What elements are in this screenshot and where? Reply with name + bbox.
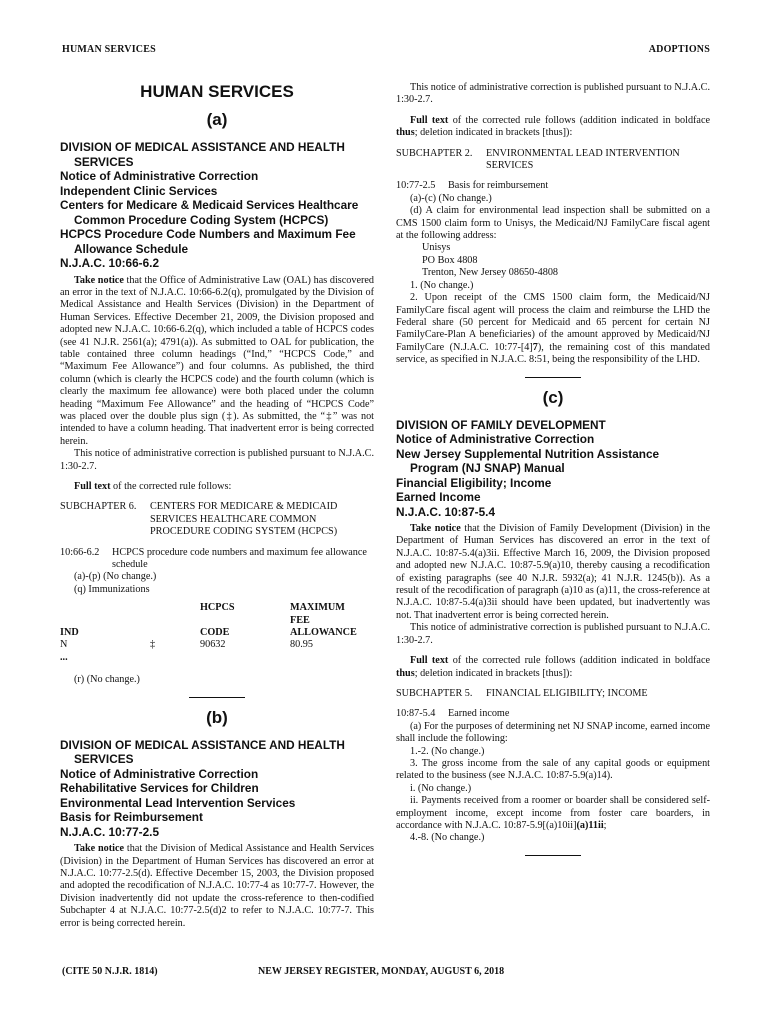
citation: N.J.A.C. 10:77-2.5 bbox=[60, 824, 160, 839]
subject-line: Basis for Reimbursement bbox=[60, 810, 203, 825]
subject-line: New Jersey Supplemental Nutrition Assistance Program (NJ SNAP) Manual bbox=[396, 446, 660, 476]
published-paragraph: This notice of administrative correction is published pursuant to N.J.A.C. 1:30-2.7. bbox=[396, 622, 710, 646]
section-heading: 10:87-5.4 Earned income bbox=[396, 708, 510, 720]
take-notice-paragraph: Take notice that the Division of Family Development (Division) in the Department of Human Services has discovered an error in the text of N.J.A.C. 10:87-5.4(a)3ii. Effective March 16, 2009, the Division proposed and adopted new N.J.A.C. 10:87-5.9(a)10, thereby causing a recodification of existing paragraphs (see 40 N.J.R. 5932(a); 41 N.J.R. 1245(b)). As a result of the recodification of paragraph (a)10 as (a)11, the cross-reference at N.J.A.C. 10:87-5.4(a)3ii should have been updated, but inadvertently was not. That inadvertent error is being corrected herein. bbox=[396, 523, 710, 621]
subject-line: Earned Income bbox=[396, 490, 481, 505]
rule-item: 3. The gross income from the sale of any capital goods or equipment related to the business (see N.J.A.C. 10:87-5.9(a)14). bbox=[396, 757, 710, 782]
take-notice-paragraph: Take notice that the Office of Administrative Law (OAL) has discovered an error in the text of N.J.A.C. 10:66-6.2(q), promulgated by the Division of Medical Assistance and Health Services (Division) in the Department of Human Services. Effective December 21, 2009, the Division proposed and adopted new N.J.A.C. 10:66-6.2(q), which included a table of HCPCS codes (see 41 N.J.R. 2561(a); 4791(a)). As submitted to OAL for publication, the table contained three column headings (“Ind,” “HCPCS Code,” and “Maximum Fee Allowance”) and four columns. As published, the third column (which is clearly the HCPCS code) and the fourth column (which is clearly the maximum fee allowance) were both placed under the column heading “Maximum Fee Allowance” and the heading of “HCPCS Code” was placed over the double plus sign (‡). As submitted, the “‡” was not intended to have a column heading. That inadvertent error is being corrected herein. bbox=[60, 274, 375, 447]
subject-line: Environmental Lead Intervention Services bbox=[60, 795, 296, 810]
section-heading: 10:66-6.2 HCPCS procedure code numbers and maximum fee allowance schedule bbox=[60, 546, 367, 571]
rule-item: (r) (No change.) bbox=[74, 674, 140, 686]
section-letter-a: (a) bbox=[206, 110, 228, 129]
published-paragraph: This notice of administrative correction is published pursuant to N.J.A.C. 1:30-2.7. bbox=[396, 82, 710, 106]
rule-item: ii. Payments received from a roomer or boarder shall be considered self-employment income, except income from foster care boarders, in accordance with N.J.A.C. 10:87-5.9[(a)10ii](a)11ii; bbox=[396, 795, 710, 831]
subchapter-heading: SUBCHAPTER 5. FINANCIAL ELIGIBILITY; INCOME bbox=[396, 687, 648, 699]
section-divider bbox=[525, 377, 581, 378]
fee-table: HCPCS MAXIMUM FEE IND CODE ALLOWANCE N ‡ 90632 80.95 ... bbox=[60, 602, 360, 664]
right-column bbox=[396, 82, 710, 866]
col-header-ind: IND bbox=[60, 627, 79, 639]
rule-item: (a)-(c) (No change.) bbox=[410, 192, 492, 204]
subject-line: Independent Clinic Services bbox=[60, 183, 218, 198]
subchapter-heading: SUBCHAPTER 2. ENVIRONMENTAL LEAD INTERVENTION SERVICES bbox=[396, 147, 680, 172]
notice-type: Notice of Administrative Correction bbox=[396, 432, 595, 447]
section-letter-c: (c) bbox=[542, 387, 564, 407]
citation: N.J.A.C. 10:66-6.2 bbox=[60, 256, 160, 270]
full-text-paragraph: Full text of the corrected rule follows (addition indicated in boldface thus; deletion indicated in brackets [thus]): bbox=[396, 655, 710, 679]
rule-item: i. (No change.) bbox=[410, 782, 472, 794]
rule-item: 1.-2. (No change.) bbox=[410, 745, 485, 757]
rule-item: (q) Immunizations bbox=[74, 583, 150, 595]
left-column bbox=[60, 78, 374, 930]
section-divider bbox=[189, 697, 245, 698]
division-heading: DIVISION OF MEDICAL ASSISTANCE AND HEALTH SERVICES bbox=[60, 140, 345, 169]
rule-item: (a)-(p) (No change.) bbox=[74, 571, 157, 583]
rule-item: (d) A claim for environmental lead inspection shall be submitted on a CMS 1500 claim form to Unisys, the Medicaid/NJ FamilyCare fiscal agent at the following address: bbox=[396, 205, 710, 242]
subject-line: Financial Eligibility; Income bbox=[396, 475, 552, 490]
take-notice-lead: Take notice bbox=[74, 274, 124, 286]
take-notice-paragraph: Take notice that the Division of Medical Assistance and Health Services (Division) in the Department of Human Services has discovered an error at N.J.A.C. 10:77-2.5(d). Effective December 15, 2003, the Division proposed and adopted the recodification of N.J.A.C. 10:77-4 as 10:77-7. However, the Division inadvertently did not update the cross-reference to then-codified Subchapter 4 at N.J.A.C. 10:77-2.5(d)2 to refer to N.J.A.C. 10:77-7. This error is being corrected herein. bbox=[60, 843, 374, 929]
subject-line: HCPCS Procedure Code Numbers and Maximum Fee Allowance Schedule bbox=[60, 227, 356, 256]
col-header-fee-1: MAXIMUM FEE bbox=[290, 602, 345, 626]
citation: N.J.A.C. 10:87-5.4 bbox=[396, 504, 496, 519]
subchapter-heading: SUBCHAPTER 6. CENTERS FOR MEDICARE & MEDICAID SERVICES HEALTHCARE COMMON PROCEDURE CODING SYSTEM (HCPCS) bbox=[60, 501, 338, 538]
running-header-left: HUMAN SERVICES bbox=[62, 44, 156, 55]
section-letter-b: (b) bbox=[206, 707, 228, 727]
published-paragraph: This notice of administrative correction is published pursuant to N.J.A.C. 1:30-2.7. bbox=[60, 448, 374, 472]
division-heading: DIVISION OF MEDICAL ASSISTANCE AND HEALTH SERVICES bbox=[60, 737, 345, 767]
full-text-paragraph: Full text of the corrected rule follows: bbox=[74, 481, 232, 492]
division-heading: DIVISION OF FAMILY DEVELOPMENT bbox=[396, 417, 606, 432]
running-header-right: ADOPTIONS bbox=[648, 44, 710, 55]
subject-line: Centers for Medicare & Medicaid Services Healthcare Common Procedure Coding System (HCPCS) bbox=[60, 198, 359, 227]
rule-item: 1. (No change.) bbox=[410, 279, 474, 291]
rule-item: 2. Upon receipt of the CMS 1500 claim form, the Medicaid/NJ FamilyCare fiscal agent will process the claim and reimburse the LHD the Federal share (50 percent for Medicaid and 65 percent for certain NJ FamilyCare-Plan A beneficiaries) of the amount approved by Medicaid/NJ FamilyCare (N.J.A.C. 10:77-[4]7), the remaining cost of this mandated service, as specified in N.J.A.C. 8:51, being the responsibility of the LHD. bbox=[396, 292, 710, 366]
col-header-code-1: HCPCS bbox=[200, 602, 235, 614]
subject-line: Rehabilitative Services for Children bbox=[60, 781, 259, 796]
full-text-paragraph: Full text of the corrected rule follows (addition indicated in boldface thus; deletion indicated in brackets [thus]): bbox=[396, 114, 710, 139]
section-divider bbox=[525, 855, 581, 856]
table-row: N ‡ 90632 80.95 bbox=[60, 639, 313, 651]
col-header-code-2: CODE bbox=[200, 627, 230, 639]
rule-item: (a) For the purposes of determining net NJ SNAP income, earned income shall include the following: bbox=[396, 720, 710, 745]
rule-item: 4.-8. (No change.) bbox=[410, 832, 485, 844]
section-heading: 10:77-2.5 Basis for reimbursement bbox=[396, 180, 549, 192]
mailing-address: Unisys PO Box 4808 Trenton, New Jersey 08650-4808 bbox=[422, 242, 559, 279]
footer-publication: NEW JERSEY REGISTER, MONDAY, AUGUST 6, 2018 bbox=[258, 966, 505, 977]
page-title: HUMAN SERVICES bbox=[140, 82, 294, 101]
notice-type: Notice of Administrative Correction bbox=[60, 169, 259, 183]
notice-type: Notice of Administrative Correction bbox=[60, 766, 259, 781]
col-header-fee-2: ALLOWANCE bbox=[290, 627, 357, 639]
footer-citation: (CITE 50 N.J.R. 1814) bbox=[62, 966, 158, 977]
